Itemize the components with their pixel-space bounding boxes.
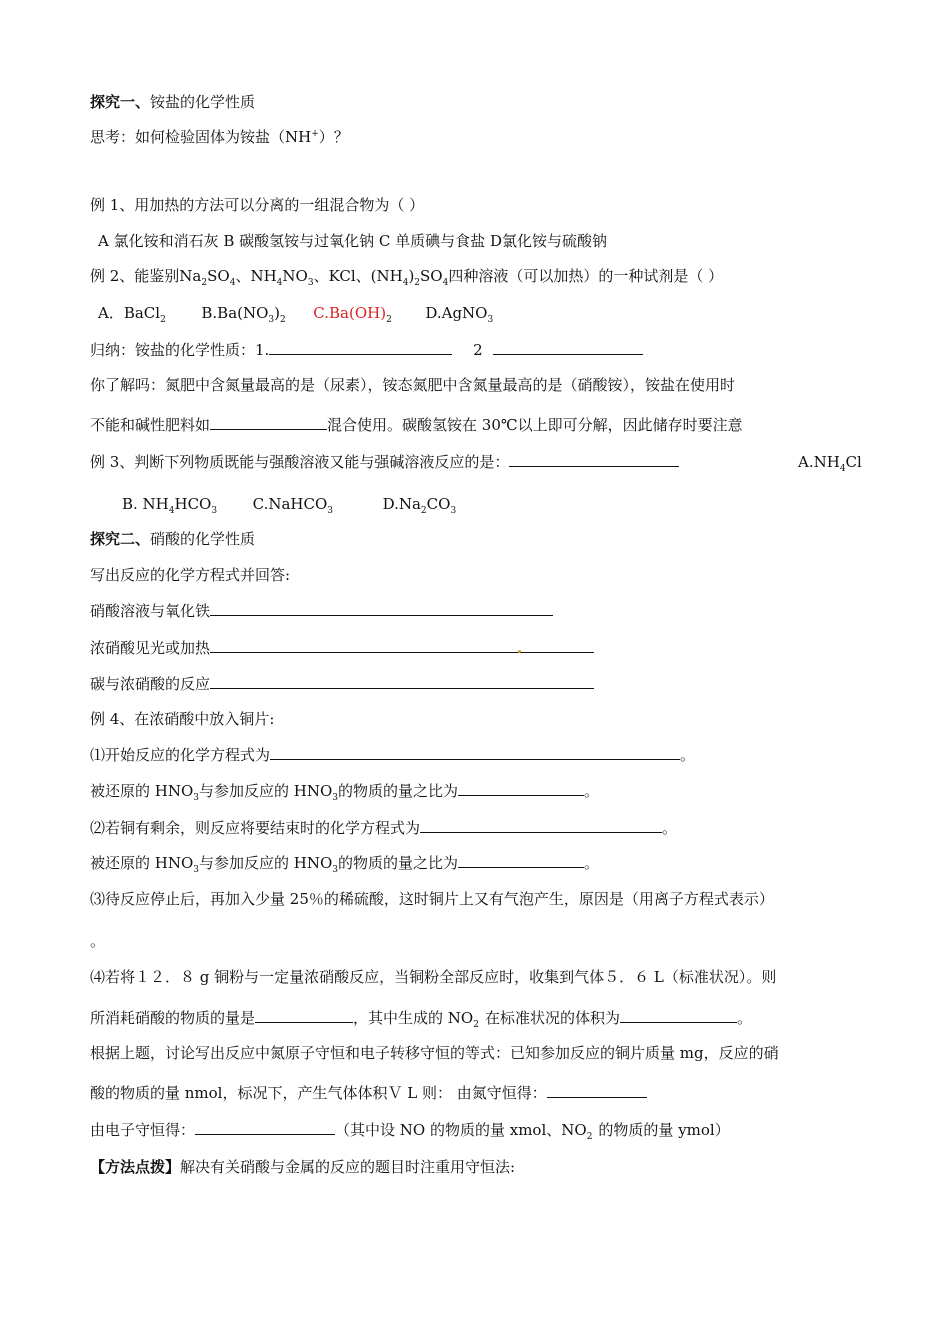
ex4-ratio-text: 的物质的量之比为 [338, 782, 459, 800]
example4-part4: ⑷若将１２．８ g 铜粉与一定量浓硝酸反应，当铜粉全部反应时，收集到气体５．６ L（标准状况）。则 [90, 968, 777, 986]
ex4-sub: 2 [473, 1020, 479, 1030]
ex2-sub: 2 [414, 278, 421, 288]
ex3-sub: 4 [168, 506, 175, 516]
reaction1 [90, 601, 553, 621]
disc-sub: 2 [586, 1132, 593, 1142]
blank-field[interactable] [210, 601, 553, 616]
ex2-sub: 3 [307, 278, 314, 288]
disc-text: 由电子守恒得： [90, 1121, 196, 1139]
ex2-sub: 4 [442, 278, 449, 288]
example4-question: 例 4、在浓硝酸中放入铜片: [90, 710, 275, 728]
ex3-text: 例 3、判断下列物质既能与强酸溶液又能与强碱溶液反应的是： [90, 453, 510, 471]
ex2-sub: 3 [268, 315, 275, 325]
example1-question: 例 1、用加热的方法可以分离的一组混合物为（ ） [90, 196, 425, 214]
blank-field[interactable] [420, 818, 662, 833]
reaction3-label: 碳与浓硝酸的反应 [90, 675, 211, 693]
ex4-ratio-text: 与参加反应的 HNO [199, 854, 333, 872]
ex3-option-d: D.Na [382, 495, 421, 513]
blank-field[interactable] [255, 1008, 353, 1023]
ex2-sub: 2 [160, 315, 166, 325]
stray-dot [518, 650, 521, 653]
example4-part4-answers [90, 1008, 752, 1028]
reaction3 [90, 674, 594, 694]
ex4-sub: 3 [332, 865, 339, 875]
ex2-text: SO [207, 267, 230, 285]
ex3-option-a-end: Cl [845, 453, 862, 471]
ex3-option-c: C.NaHCO [252, 495, 328, 513]
example1-options: A 氯化铵和消石灰 B 碳酸氢铵与过氧化钠 C 单质碘与食盐 D氯化铵与硫酸钠 [98, 232, 607, 250]
section2-subtitle: 硝酸的化学性质 [150, 530, 256, 548]
example3-options [122, 494, 456, 514]
know-text: 不能和碱性肥料如 [90, 416, 211, 434]
blank-field[interactable] [458, 781, 584, 796]
ex4-ratio-text: 的物质的量之比为 [338, 854, 459, 872]
ex3-sub: 3 [211, 506, 218, 516]
example4-part3: ⑶待反应停止后，再加入少量 25％的稀硫酸，这时铜片上又有气泡产生，原因是（用离子方程式表示） [90, 890, 774, 908]
ex2-sub: 4 [402, 278, 409, 288]
ex4-ratio-text: 被还原的 HNO [90, 782, 194, 800]
ex3-option-a: A.NH [798, 453, 840, 471]
think-sup: + [311, 129, 319, 139]
method-tip-text: 解决有关硝酸与金属的反应的题目时注重用守恒法: [180, 1158, 516, 1176]
ex2-sub: 2 [201, 278, 208, 288]
think-text-end: ）？ [318, 128, 349, 146]
ex4-sub: 3 [332, 793, 339, 803]
example4-part1 [90, 745, 695, 765]
blank-field[interactable] [547, 1083, 647, 1098]
blank-field[interactable] [210, 674, 594, 689]
blank-field[interactable] [210, 415, 327, 430]
ex2-text: NO [282, 267, 308, 285]
section2-heading [90, 529, 255, 549]
reaction2-label: 浓硝酸见光或加热 [90, 639, 211, 657]
ex3-sub: 4 [839, 464, 846, 474]
blank-field[interactable] [493, 340, 643, 355]
ex4-sub: 3 [193, 793, 200, 803]
know-line2 [90, 415, 743, 435]
section1-subtitle: 铵盐的化学性质 [150, 93, 256, 111]
ex2-option-c: C.Ba(OH) [313, 304, 387, 322]
ex3-option-b: B. NH [122, 495, 169, 513]
section1-heading [90, 92, 255, 112]
ex2-option-b: B.Ba(NO [201, 304, 269, 322]
know-line1: 你了解吗：氮肥中含氮量最高的是（尿素），铵态氮肥中含氮量最高的是（硝酸铵），铵盐在使用时 [90, 376, 736, 394]
blank-field[interactable] [269, 340, 452, 355]
ex2-sub: 2 [386, 315, 392, 325]
ex3-option-d-end: CO [426, 495, 451, 513]
ex2-sub: 2 [280, 315, 286, 325]
write-instruction: 写出反应的化学方程式并回答: [90, 566, 291, 584]
ex4-p4-text: 所消耗硝酸的物质的量是 [90, 1009, 256, 1027]
ex3-sub: 2 [420, 506, 427, 516]
ex3-sub: 3 [450, 506, 457, 516]
ex4-period: 。 [584, 782, 600, 800]
ex2-text: SO [420, 267, 443, 285]
example4-ratio1 [90, 781, 599, 801]
discussion-line3 [90, 1120, 730, 1140]
ex4-sub: 3 [193, 865, 200, 875]
blank-field[interactable] [210, 638, 594, 653]
ex4-period: 。 [736, 1009, 752, 1027]
summary-num: 2 [473, 341, 483, 359]
example3-question [90, 452, 679, 472]
think-text: 思考：如何检验固体为铵盐（NH [90, 128, 312, 146]
ex2-option-a: A．BaCl [98, 304, 161, 322]
blank-field[interactable] [270, 745, 680, 760]
blank-field[interactable] [195, 1120, 335, 1135]
disc-text: （其中设 NO 的物质的量 xmol、NO [335, 1121, 587, 1139]
method-tip-label: 【方法点拨】 [90, 1158, 181, 1176]
ex2-text: 、KCl、(NH [313, 267, 403, 285]
example2-options [98, 303, 493, 323]
ex2-text: 例 2、能鉴别Na [90, 267, 202, 285]
example4-part2 [90, 818, 677, 838]
example4-ratio2 [90, 853, 599, 873]
ex4-p4-text: ，其中生成的 NO [353, 1009, 474, 1027]
ex2-text: 、NH [235, 267, 277, 285]
method-tip [90, 1157, 515, 1177]
disc-text: 的物质的量 ymol） [598, 1121, 730, 1139]
ex4-period: 。 [584, 854, 600, 872]
example2-question [90, 266, 723, 286]
ex4-part2-text: ⑵若铜有剩余，则反应将要结束时的化学方程式为 [90, 819, 421, 837]
ex4-p4-text: 在标准状况的体积为 [484, 1009, 620, 1027]
ex2-sub: 3 [487, 315, 494, 325]
discussion-line2 [90, 1083, 647, 1103]
ex3-option-b-end: HCO [174, 495, 212, 513]
ex4-ratio-text: 与参加反应的 HNO [199, 782, 333, 800]
example4-part3-end: 。 [90, 932, 106, 950]
ex2-option-b-end: ) [274, 304, 280, 322]
disc-text: 酸的物质的量 nmol，标况下，产生气体体积Ｖ L 则： 由氮守恒得： [90, 1084, 547, 1102]
blank-field[interactable] [509, 452, 679, 467]
ex4-part1-text: ⑴开始反应的化学方程式为 [90, 746, 271, 764]
example3-option-a [798, 452, 862, 472]
reaction2 [90, 638, 594, 658]
blank-field[interactable] [620, 1008, 737, 1023]
ex2-sub: 4 [276, 278, 283, 288]
section1-title: 探究一、 [90, 93, 151, 111]
think-question [90, 127, 349, 147]
ex4-period: 。 [662, 819, 678, 837]
ex4-ratio-text: 被还原的 HNO [90, 854, 194, 872]
discussion-line1: 根据上题，讨论写出反应中氮原子守恒和电子转移守恒的等式：已知参加反应的铜片质量 mg，反应的硝 [90, 1044, 779, 1062]
reaction1-label: 硝酸溶液与氧化铁 [90, 602, 211, 620]
summary-text: 归纳：铵盐的化学性质：1. [90, 341, 270, 359]
ex2-sub: 4 [229, 278, 236, 288]
section2-title: 探究二、 [90, 530, 151, 548]
ex2-text: ) [408, 267, 415, 285]
summary-line [90, 340, 643, 360]
know-text-end: 混合使用。碳酸氢铵在 30℃以上即可分解，因此储存时要注意 [327, 416, 743, 434]
blank-field[interactable] [458, 853, 584, 868]
ex3-sub: 3 [327, 506, 334, 516]
ex2-option-d: D.AgNO [425, 304, 488, 322]
ex4-period: 。 [680, 746, 696, 764]
ex2-text: 四种溶液（可以加热）的一种试剂是（ ） [448, 267, 724, 285]
